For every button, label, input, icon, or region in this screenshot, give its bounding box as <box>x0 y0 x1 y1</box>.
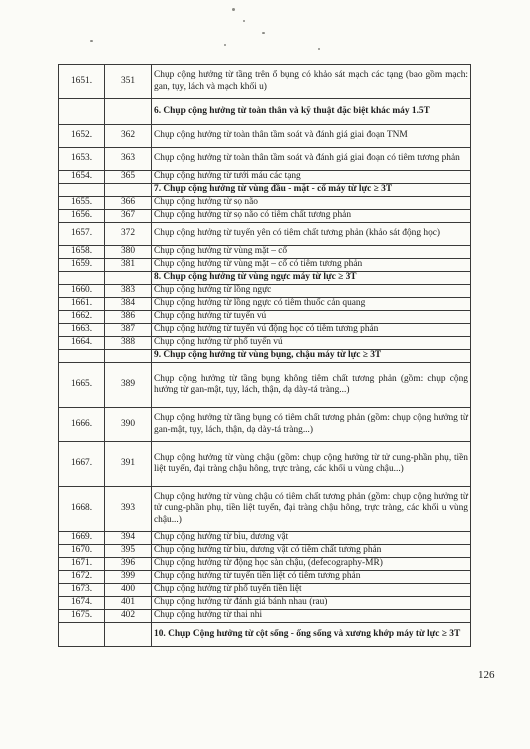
procedure-code: 399 <box>105 571 152 584</box>
row-number: 1659. <box>59 259 105 272</box>
procedure-description: Chụp cộng hưởng từ tuyến vú động học có tiêm tương phản <box>152 324 471 337</box>
procedure-code: 396 <box>105 558 152 571</box>
page-number: 126 <box>478 669 495 681</box>
procedure-description: Chụp cộng hưởng từ phổ tuyến tiền liệt <box>152 584 471 597</box>
scan-speck <box>224 44 226 46</box>
procedure-description: Chụp cộng hưởng từ toàn thân tầm soát và đánh giá giai đoạn có tiêm tương phản <box>152 148 471 171</box>
row-number: 1652. <box>59 125 105 148</box>
procedure-code: 400 <box>105 584 152 597</box>
row-number: 1657. <box>59 223 105 246</box>
procedure-description: Chụp cộng hưởng từ tầng trên ổ bụng có khảo sát mạch các tạng (bao gồm mạch: gan, tụy, lách và mạch khối u) <box>152 65 471 99</box>
table-row <box>59 65 471 99</box>
row-number: 1666. <box>59 408 105 442</box>
procedure-table <box>58 64 471 647</box>
procedure-code: 362 <box>105 125 152 148</box>
procedure-code <box>105 623 152 647</box>
row-number: 1672. <box>59 571 105 584</box>
row-number <box>59 623 105 647</box>
row-number: 1661. <box>59 298 105 311</box>
table-row <box>59 558 471 571</box>
procedure-code: 389 <box>105 363 152 408</box>
procedure-description: Chụp cộng hưởng từ vùng mặt – cổ <box>152 246 471 259</box>
row-number: 1660. <box>59 285 105 298</box>
table-row <box>59 324 471 337</box>
section-header-row <box>59 623 471 647</box>
table-row <box>59 610 471 623</box>
procedure-description: 7. Chụp cộng hưởng từ vùng đầu - mặt - cổ máy từ lực ≥ 3T <box>152 184 471 197</box>
scan-speck <box>232 8 235 11</box>
table-row <box>59 363 471 408</box>
table-row <box>59 298 471 311</box>
procedure-description: Chụp cộng hưởng từ tầng bụng không tiêm chất tương phản (gồm: chụp cộng hưởng từ gan-mật, tụy, lách, thận, dạ dày-tá tràng...) <box>152 363 471 408</box>
procedure-description: Chụp cộng hưởng từ thai nhi <box>152 610 471 623</box>
row-number <box>59 350 105 363</box>
procedure-code <box>105 184 152 197</box>
table-row <box>59 571 471 584</box>
row-number: 1674. <box>59 597 105 610</box>
table-row <box>59 148 471 171</box>
procedure-code: 391 <box>105 442 152 487</box>
row-number: 1651. <box>59 65 105 99</box>
row-number: 1665. <box>59 363 105 408</box>
procedure-code: 384 <box>105 298 152 311</box>
table-row <box>59 259 471 272</box>
procedure-description: Chụp cộng hưởng từ toàn thân tầm soát và đánh giá giai đoạn TNM <box>152 125 471 148</box>
table-row <box>59 442 471 487</box>
procedure-code: 387 <box>105 324 152 337</box>
table-row <box>59 532 471 545</box>
table-row <box>59 125 471 148</box>
row-number: 1670. <box>59 545 105 558</box>
procedure-description: Chụp cộng hưởng từ vùng chậu có tiêm chất tương phản (gồm: chụp cộng hưởng từ tử cung-phần phụ, tiền liệt tuyến, đại tràng chậu hông, trực tràng, các khối u vùng chậu...) <box>152 487 471 532</box>
table-row <box>59 337 471 350</box>
table-row <box>59 545 471 558</box>
table-body <box>59 65 471 647</box>
row-number: 1675. <box>59 610 105 623</box>
row-number <box>59 184 105 197</box>
procedure-code: 363 <box>105 148 152 171</box>
row-number: 1668. <box>59 487 105 532</box>
section-header-row <box>59 184 471 197</box>
row-number: 1671. <box>59 558 105 571</box>
row-number: 1669. <box>59 532 105 545</box>
table-row <box>59 171 471 184</box>
procedure-code: 372 <box>105 223 152 246</box>
table-row <box>59 408 471 442</box>
procedure-description: Chụp cộng hưởng từ sọ não có tiêm chất tương phản <box>152 210 471 223</box>
table-row <box>59 311 471 324</box>
procedure-code <box>105 272 152 285</box>
row-number <box>59 99 105 125</box>
procedure-description: Chụp cộng hưởng từ tưới máu các tạng <box>152 171 471 184</box>
scan-speck <box>318 48 320 50</box>
scan-speck <box>90 40 93 42</box>
procedure-description: 8. Chụp cộng hưởng từ vùng ngực máy từ lực ≥ 3T <box>152 272 471 285</box>
row-number: 1673. <box>59 584 105 597</box>
procedure-description: Chụp cộng hưởng từ lồng ngực <box>152 285 471 298</box>
procedure-code: 386 <box>105 311 152 324</box>
procedure-code: 395 <box>105 545 152 558</box>
procedure-description: Chụp cộng hưởng từ tuyến yên có tiêm chất tương phản (khảo sát động học) <box>152 223 471 246</box>
procedure-code: 366 <box>105 197 152 210</box>
scan-speck <box>243 20 245 22</box>
procedure-description: Chụp cộng hưởng từ vùng chậu (gồm: chụp cộng hưởng từ tử cung-phần phụ, tiền liệt tuyến, đại tràng chậu hông, trực tràng, các khối u vùng chậu...) <box>152 442 471 487</box>
section-header-row <box>59 350 471 363</box>
row-number: 1654. <box>59 171 105 184</box>
section-header-row <box>59 272 471 285</box>
procedure-description: Chụp cộng hưởng từ lồng ngực có tiêm thuốc cản quang <box>152 298 471 311</box>
procedure-description: 6. Chụp cộng hưởng từ toàn thân và kỹ thuật đặc biệt khác máy 1.5T <box>152 99 471 125</box>
procedure-code: 394 <box>105 532 152 545</box>
procedure-code: 401 <box>105 597 152 610</box>
scan-speck <box>262 32 265 34</box>
table-row <box>59 487 471 532</box>
procedure-code: 367 <box>105 210 152 223</box>
table-row <box>59 246 471 259</box>
row-number: 1655. <box>59 197 105 210</box>
procedure-code <box>105 99 152 125</box>
row-number: 1663. <box>59 324 105 337</box>
procedure-description: Chụp cộng hưởng từ tuyến tiền liệt có tiêm tương phản <box>152 571 471 584</box>
procedure-description: Chụp cộng hưởng từ bìu, dương vật <box>152 532 471 545</box>
row-number <box>59 272 105 285</box>
row-number: 1664. <box>59 337 105 350</box>
procedure-code: 402 <box>105 610 152 623</box>
procedure-code: 390 <box>105 408 152 442</box>
procedure-description: 10. Chụp Cộng hưởng từ cột sống - ống sống và xương khớp máy từ lực ≥ 3T <box>152 623 471 647</box>
procedure-description: Chụp cộng hưởng từ đánh giá bánh nhau (rau) <box>152 597 471 610</box>
procedure-description: Chụp cộng hưởng từ động học sàn chậu, (defecography-MR) <box>152 558 471 571</box>
procedure-description: Chụp cộng hưởng từ vùng mặt – cổ có tiêm tương phản <box>152 259 471 272</box>
row-number: 1662. <box>59 311 105 324</box>
procedure-code: 393 <box>105 487 152 532</box>
procedure-description: Chụp cộng hưởng từ sọ não <box>152 197 471 210</box>
row-number: 1667. <box>59 442 105 487</box>
row-number: 1656. <box>59 210 105 223</box>
procedure-description: Chụp cộng hưởng từ tuyến vú <box>152 311 471 324</box>
section-header-row <box>59 99 471 125</box>
procedure-description: Chụp cộng hưởng từ bìu, dương vật có tiêm chất tương phản <box>152 545 471 558</box>
table-row <box>59 223 471 246</box>
procedure-code: 351 <box>105 65 152 99</box>
procedure-description: 9. Chụp cộng hưởng từ vùng bụng, chậu máy từ lực ≥ 3T <box>152 350 471 363</box>
procedure-code: 383 <box>105 285 152 298</box>
table-row <box>59 285 471 298</box>
procedure-description: Chụp cộng hưởng từ phổ tuyến vú <box>152 337 471 350</box>
row-number: 1658. <box>59 246 105 259</box>
table-row <box>59 584 471 597</box>
table-row <box>59 597 471 610</box>
procedure-description: Chụp cộng hưởng từ tầng bụng có tiêm chất tương phản (gồm: chụp cộng hưởng từ gan-mật, tụy, lách, thận, dạ dày-tá tràng...) <box>152 408 471 442</box>
procedure-code: 388 <box>105 337 152 350</box>
table-row <box>59 197 471 210</box>
procedure-code: 380 <box>105 246 152 259</box>
procedure-code: 381 <box>105 259 152 272</box>
table-row <box>59 210 471 223</box>
procedure-code <box>105 350 152 363</box>
row-number: 1653. <box>59 148 105 171</box>
procedure-code: 365 <box>105 171 152 184</box>
